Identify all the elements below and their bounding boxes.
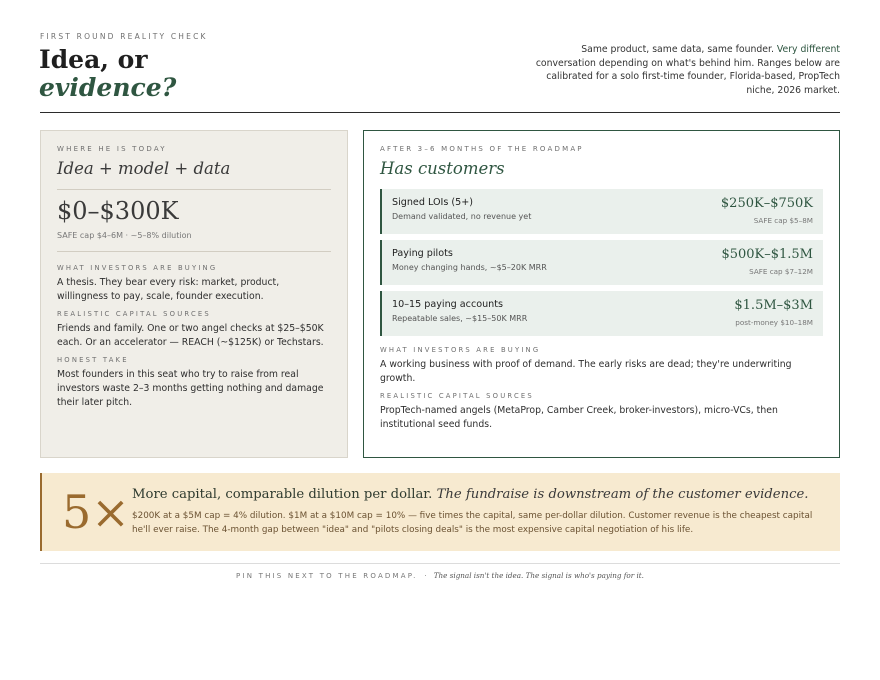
- today-section-label: HONEST TAKE: [57, 356, 129, 364]
- intro-pre: Same product, same data, same founder.: [581, 44, 774, 55]
- callout-headline-italic: The fundraise is downstream of the customer evidence.: [436, 487, 809, 502]
- tier-range: $250K–$750K: [720, 196, 813, 211]
- today-divider: [57, 189, 331, 190]
- page-title: [39, 46, 176, 102]
- today-section-text: A thesis. They bear every risk: market, product, willingness to pay, scale, founder execution.: [57, 277, 280, 302]
- roadmap-section-text: A working business with proof of demand. The early risks are dead; they're underwriting growth.: [380, 359, 792, 384]
- roadmap-section-label: REALISTIC CAPITAL SOURCES: [380, 392, 534, 400]
- today-valuation: $0–$300K: [57, 197, 179, 225]
- tier-desc: Demand validated, no revenue yet: [392, 212, 532, 221]
- roadmap-kicker: AFTER 3–6 MONTHS OF THE ROADMAP: [380, 145, 584, 153]
- footer-left: PIN THIS NEXT TO THE ROADMAP.: [236, 572, 418, 580]
- tier-desc: Repeatable sales, ~$15–50K MRR: [392, 314, 528, 323]
- tier-row: [380, 189, 823, 234]
- today-terms: SAFE cap $4–6M · ~5–8% dilution: [57, 231, 192, 240]
- tier-cap: SAFE cap $7–12M: [749, 267, 813, 276]
- eyebrow: FIRST ROUND REALITY CHECK: [40, 32, 208, 41]
- roadmap-title: Has customers: [380, 159, 505, 178]
- today-divider-2: [57, 251, 331, 252]
- roadmap-panel: [363, 130, 840, 458]
- callout-body: $200K at a $5M cap = 4% dilution. $1M at a $10M cap = 10% — five times the capital, same per-dollar dilution. Customer revenue is the cheapest capital he'll ever raise. The 4-month gap between "idea" and "pilots closing deals" is the most expensive capital negotiation of his life.: [132, 511, 813, 535]
- footer-separator: ·: [424, 572, 427, 580]
- tier-cap: post-money $10–18M: [735, 318, 813, 327]
- intro-text: [520, 43, 840, 97]
- today-kicker: WHERE HE IS TODAY: [57, 145, 167, 153]
- callout-multiplier: 5×: [62, 485, 130, 539]
- today-section-text: Friends and family. One or two angel checks at $25–$50K each. Or an accelerator — REACH (~$125K) or Techstars.: [57, 323, 324, 348]
- tier-row: [380, 240, 823, 285]
- callout-headline-main: More capital, comparable dilution per dollar.: [132, 487, 433, 502]
- footer-divider: [40, 563, 840, 564]
- tier-name: Paying pilots: [392, 248, 453, 259]
- roadmap-section-text: PropTech-named angels (MetaProp, Camber Creek, broker-investors), micro-VCs, then institutional seed funds.: [380, 405, 778, 430]
- tier-cap: SAFE cap $5–8M: [753, 216, 813, 225]
- today-panel: [40, 130, 348, 458]
- today-section-label: WHAT INVESTORS ARE BUYING: [57, 264, 218, 272]
- tier-name: 10–15 paying accounts: [392, 299, 504, 310]
- title-line-1: Idea, or: [39, 45, 148, 74]
- tier-desc: Money changing hands, ~$5–20K MRR: [392, 263, 547, 272]
- title-line-2: evidence?: [39, 73, 177, 102]
- tier-list: [380, 189, 823, 336]
- tier-name: Signed LOIs (5+): [392, 197, 474, 208]
- roadmap-section-label: WHAT INVESTORS ARE BUYING: [380, 346, 541, 354]
- header-divider: [40, 112, 840, 113]
- footer-right: The signal isn't the idea. The signal is who's paying for it.: [433, 571, 644, 580]
- callout-headline: [132, 487, 808, 502]
- today-title: Idea + model + data: [57, 159, 231, 178]
- footer: [0, 571, 880, 580]
- intro-highlight: Very different: [776, 44, 840, 55]
- today-section-label: REALISTIC CAPITAL SOURCES: [57, 310, 211, 318]
- intro-post: conversation depending on what's behind him. Ranges below are calibrated for a solo first-time founder, Florida-based, PropTech niche, 2026 market.: [535, 57, 840, 96]
- tier-row: [380, 291, 823, 336]
- callout-box: [40, 473, 840, 551]
- tier-range: $1.5M–$3M: [734, 298, 813, 313]
- today-section-text: Most founders in this seat who try to raise from real investors waste 2–3 months getting nothing and damage their later pitch.: [57, 369, 324, 408]
- tier-range: $500K–$1.5M: [721, 247, 813, 262]
